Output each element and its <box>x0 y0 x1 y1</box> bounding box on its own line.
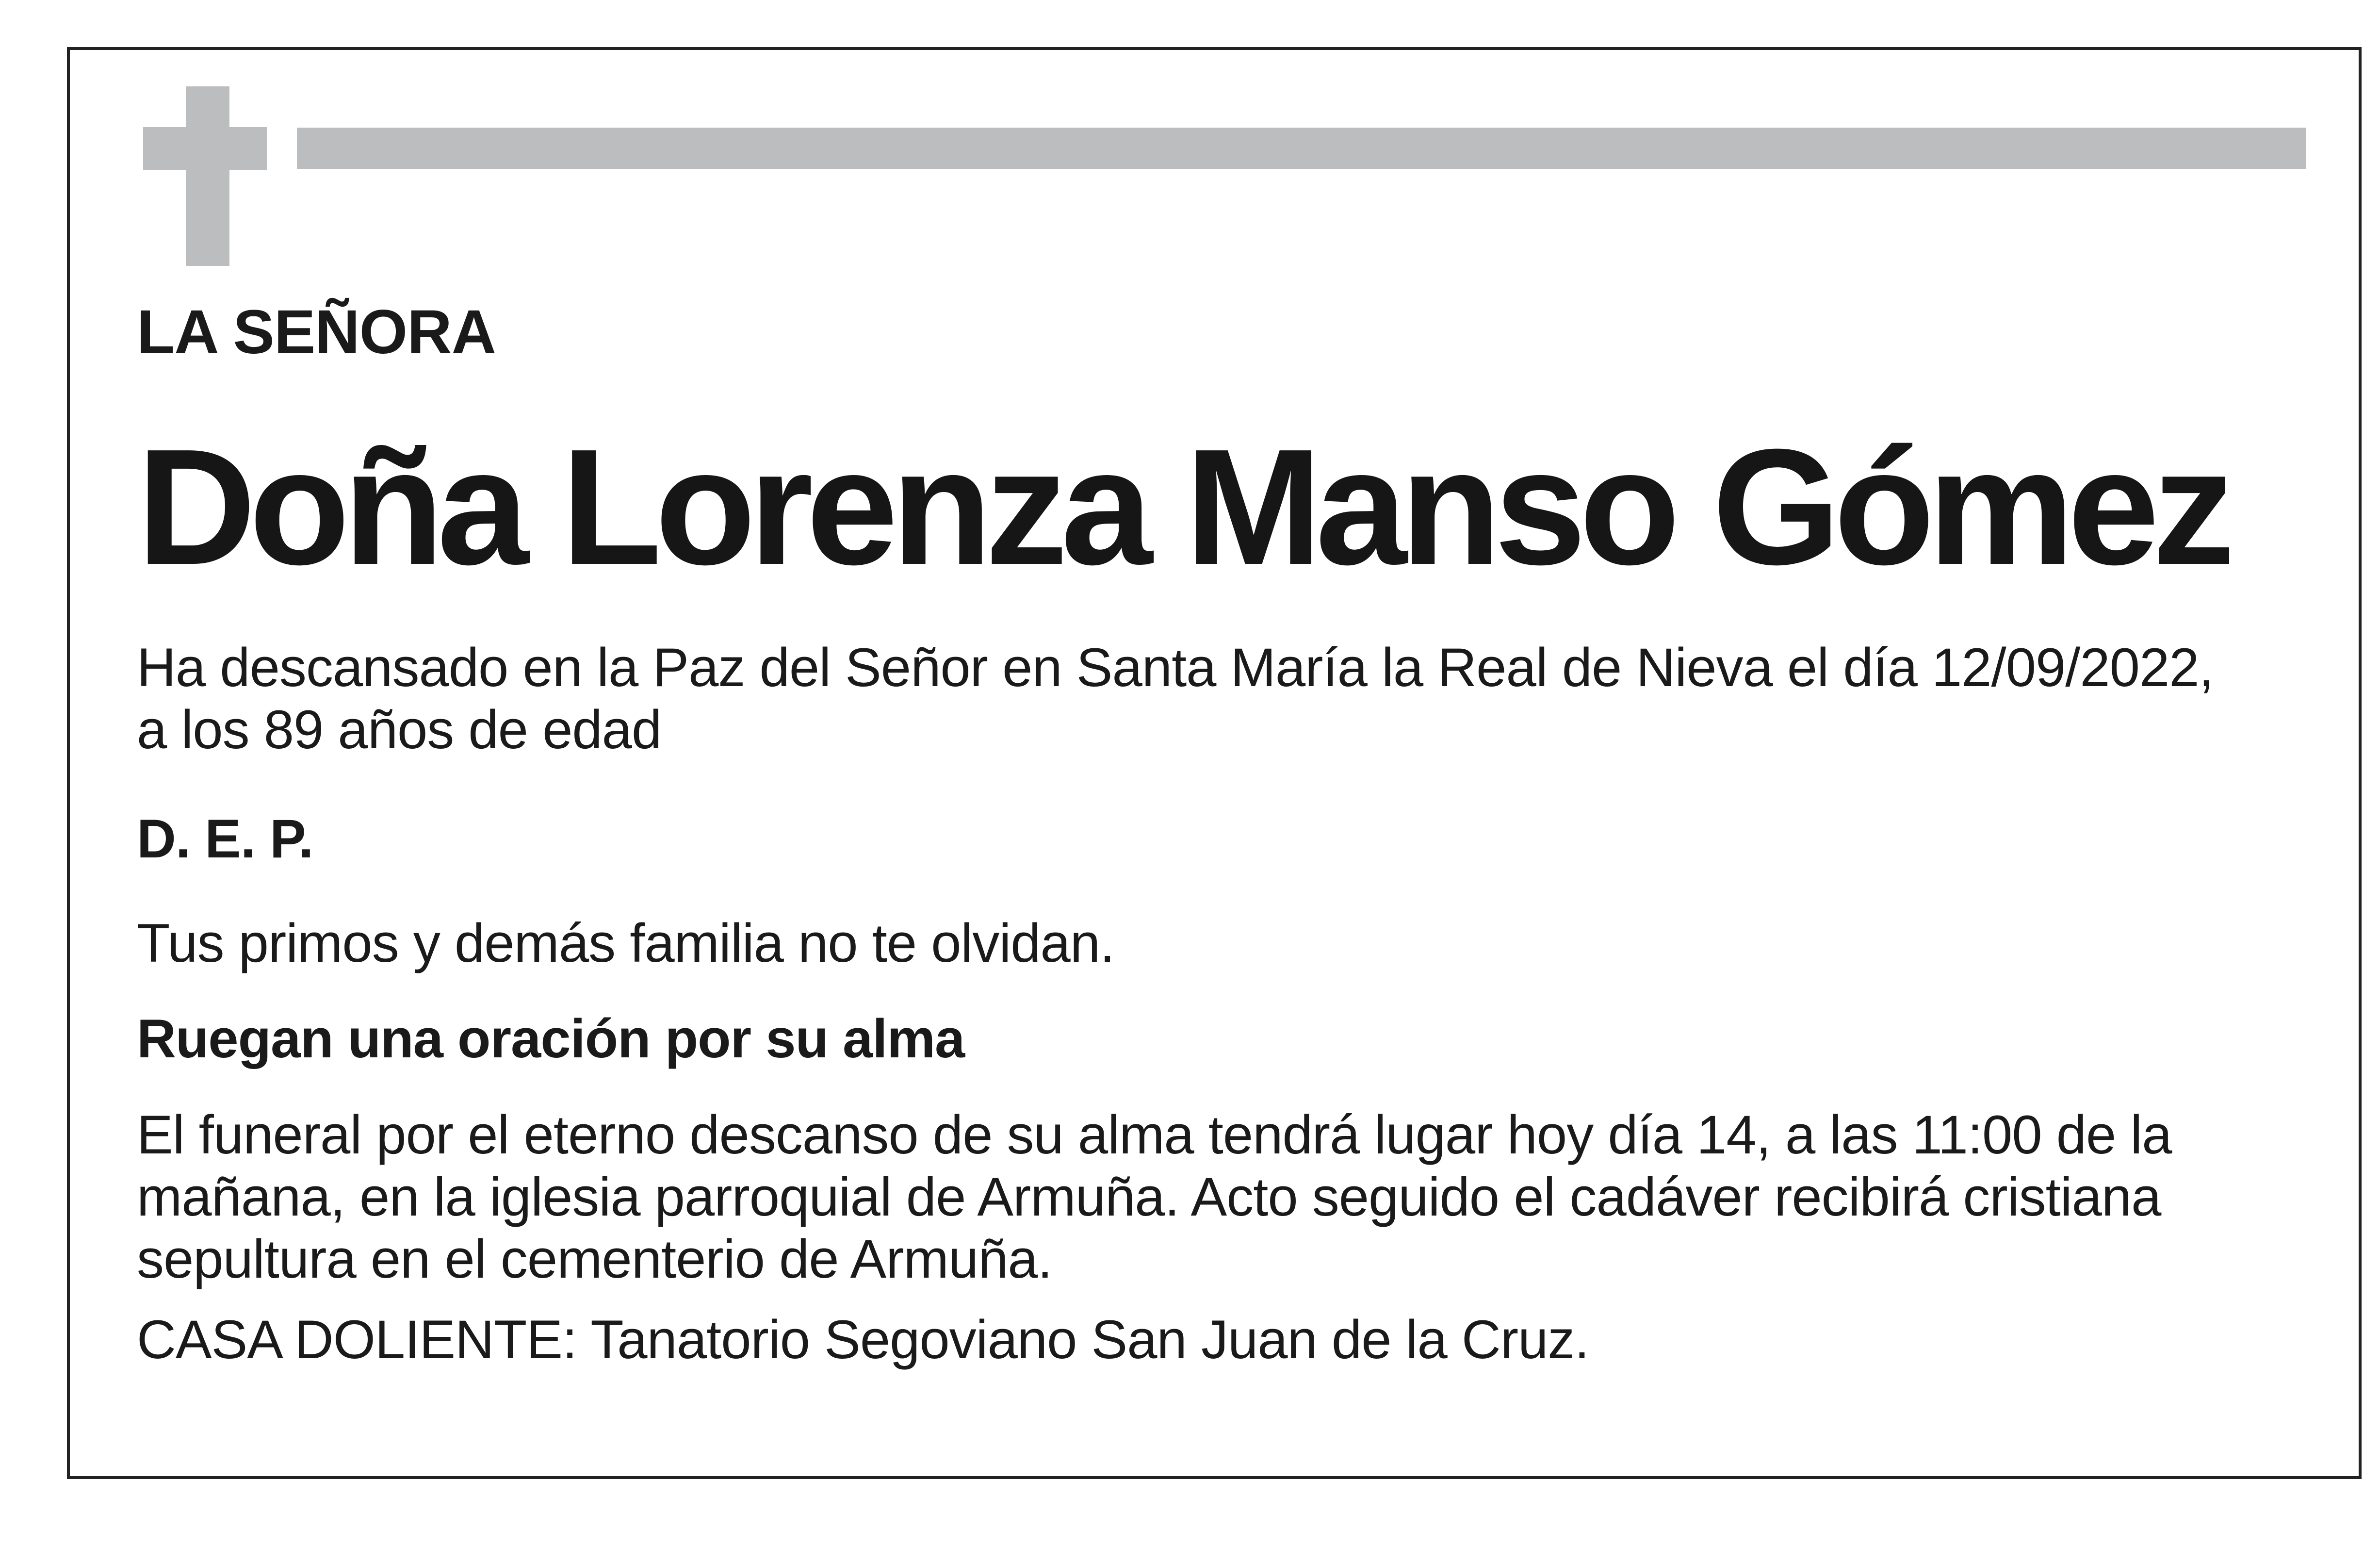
funeral-details-line: El funeral por el eterno descanso de su alma tendrá lugar hoy día 14, a las 11:00 de la <box>137 1104 2172 1165</box>
death-notice <box>137 637 2214 761</box>
prayer-request: Ruegan una oración por su alma <box>137 1008 965 1069</box>
family-message: Tus primos y demás familia no te olvidan. <box>137 913 1115 973</box>
cross-horizontal-bar <box>143 127 267 170</box>
casa-doliente: CASA DOLIENTE: Tanatorio Segoviano San Juan de la Cruz. <box>137 1309 1589 1370</box>
cross-vertical-bar <box>186 86 229 266</box>
funeral-details-line: mañana, en la iglesia parroquial de Armuña. Acto seguido el cadáver recibirá cristiana <box>137 1167 2161 1227</box>
rip-abbreviation: D. E. P. <box>137 808 313 869</box>
death-notice-line: Ha descansado en la Paz del Señor en Santa María la Real de Nieva el día 12/09/2022, <box>137 637 2214 698</box>
funeral-details-line: sepultura en el cementerio de Armuña. <box>137 1229 1052 1289</box>
header-rule <box>297 128 2306 169</box>
funeral-details <box>137 1104 2172 1290</box>
deceased-name: Doña Lorenza Manso Gómez <box>137 415 2229 599</box>
honorific-prefix: LA SEÑORA <box>137 297 496 367</box>
death-notice-line: a los 89 años de edad <box>137 699 662 760</box>
